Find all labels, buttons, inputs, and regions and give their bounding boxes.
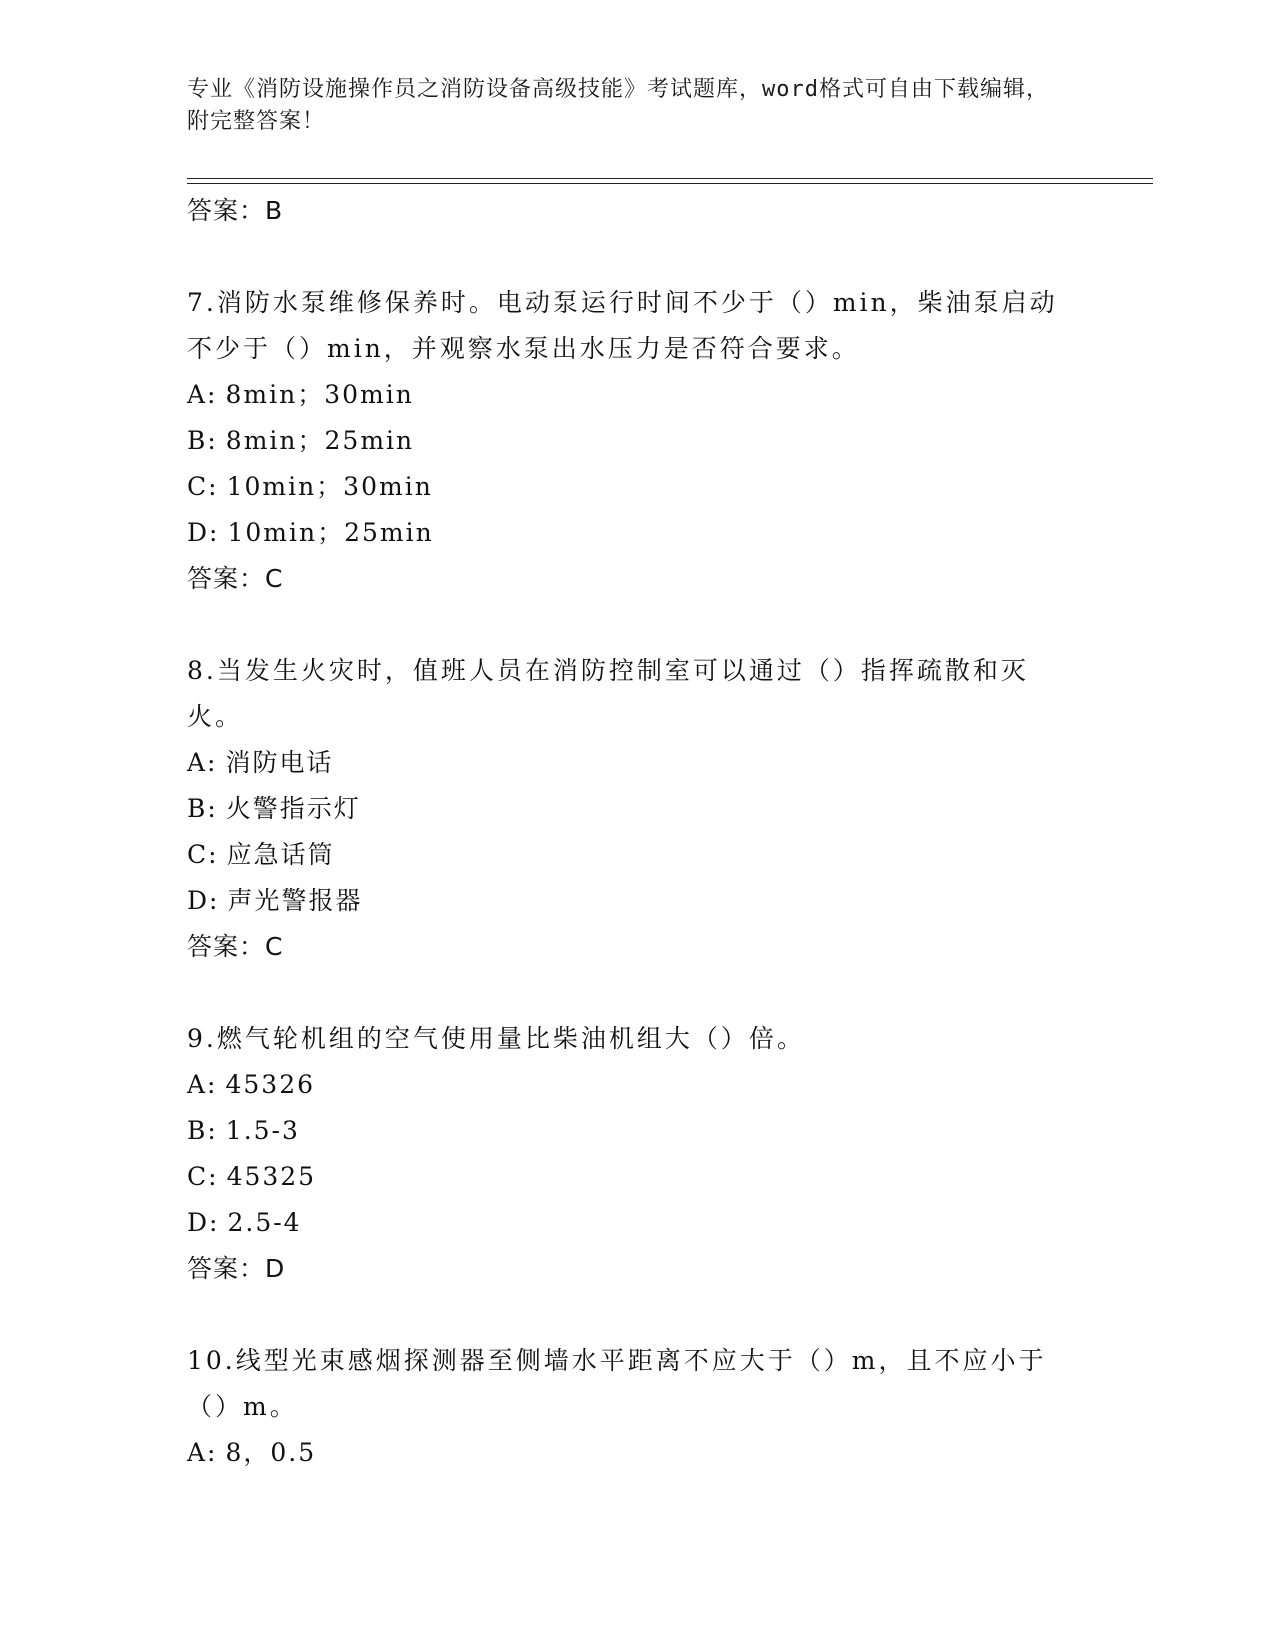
question-text: 10.线型光束感烟探测器至侧墙水平距离不应大于（）m，且不应小于（）m。 [187, 1346, 1047, 1421]
header-divider-secondary [187, 183, 1153, 184]
option-a [187, 1430, 1087, 1476]
option-letter: A: [187, 1438, 218, 1467]
option-text: 2.5-4 [227, 1208, 302, 1237]
answer-line: 答案：C [187, 564, 284, 593]
answer-line: 答案：D [187, 1254, 286, 1283]
option-letter: D: [187, 886, 220, 915]
option-text: 10min；25min [227, 518, 434, 547]
option-letter: D: [187, 518, 220, 547]
option-letter: C: [187, 840, 219, 869]
option-text: 1.5-3 [225, 1116, 300, 1145]
option-c [187, 832, 1087, 878]
option-text: 火警指示灯 [225, 794, 361, 823]
option-text: 45326 [225, 1070, 316, 1099]
option-text: 45325 [226, 1162, 317, 1191]
header-divider [187, 178, 1153, 179]
option-c [187, 1154, 1087, 1200]
option-letter: A: [187, 380, 218, 409]
option-c [187, 464, 1087, 510]
option-a [187, 740, 1087, 786]
option-text: 应急话筒 [226, 840, 335, 869]
option-letter: C: [187, 472, 219, 501]
option-b [187, 418, 1087, 464]
question-text: 9.燃气轮机组的空气使用量比柴油机组大（）倍。 [187, 1024, 805, 1053]
page-header: 专业《消防设施操作员之消防设备高级技能》考试题库，word格式可自由下载编辑，附完整答案！ [187, 77, 1049, 134]
question-text: 8.当发生火灾时，值班人员在消防控制室可以通过（）指挥疏散和灭火。 [187, 656, 1029, 731]
question-item [187, 280, 1087, 602]
option-letter: A: [187, 1070, 218, 1099]
question-text: 7.消防水泵维修保养时。电动泵运行时间不少于（）min，柴油泵启动不少于（）min，并观察水泵出水压力是否符合要求。 [187, 288, 1058, 363]
option-letter: B: [187, 794, 218, 823]
option-letter: B: [187, 426, 218, 455]
answer-line: 答案：B [187, 196, 284, 225]
option-letter: C: [187, 1162, 219, 1191]
option-b [187, 786, 1087, 832]
option-a [187, 372, 1087, 418]
option-letter: D: [187, 1208, 220, 1237]
question-item [187, 1016, 1087, 1292]
option-d [187, 510, 1087, 556]
question-item [187, 1338, 1087, 1476]
option-letter: B: [187, 1116, 218, 1145]
option-letter: A: [187, 748, 218, 777]
option-d [187, 878, 1087, 924]
option-text: 声光警报器 [227, 886, 363, 915]
option-text: 8min；30min [225, 380, 414, 409]
question-list [187, 188, 1087, 1476]
option-text: 消防电话 [225, 748, 334, 777]
option-d [187, 1200, 1087, 1246]
option-b [187, 1108, 1087, 1154]
option-a [187, 1062, 1087, 1108]
answer-line: 答案：C [187, 932, 284, 961]
option-text: 8，0.5 [225, 1438, 317, 1467]
question-item [187, 648, 1087, 970]
option-text: 10min；30min [226, 472, 433, 501]
option-text: 8min；25min [225, 426, 415, 455]
